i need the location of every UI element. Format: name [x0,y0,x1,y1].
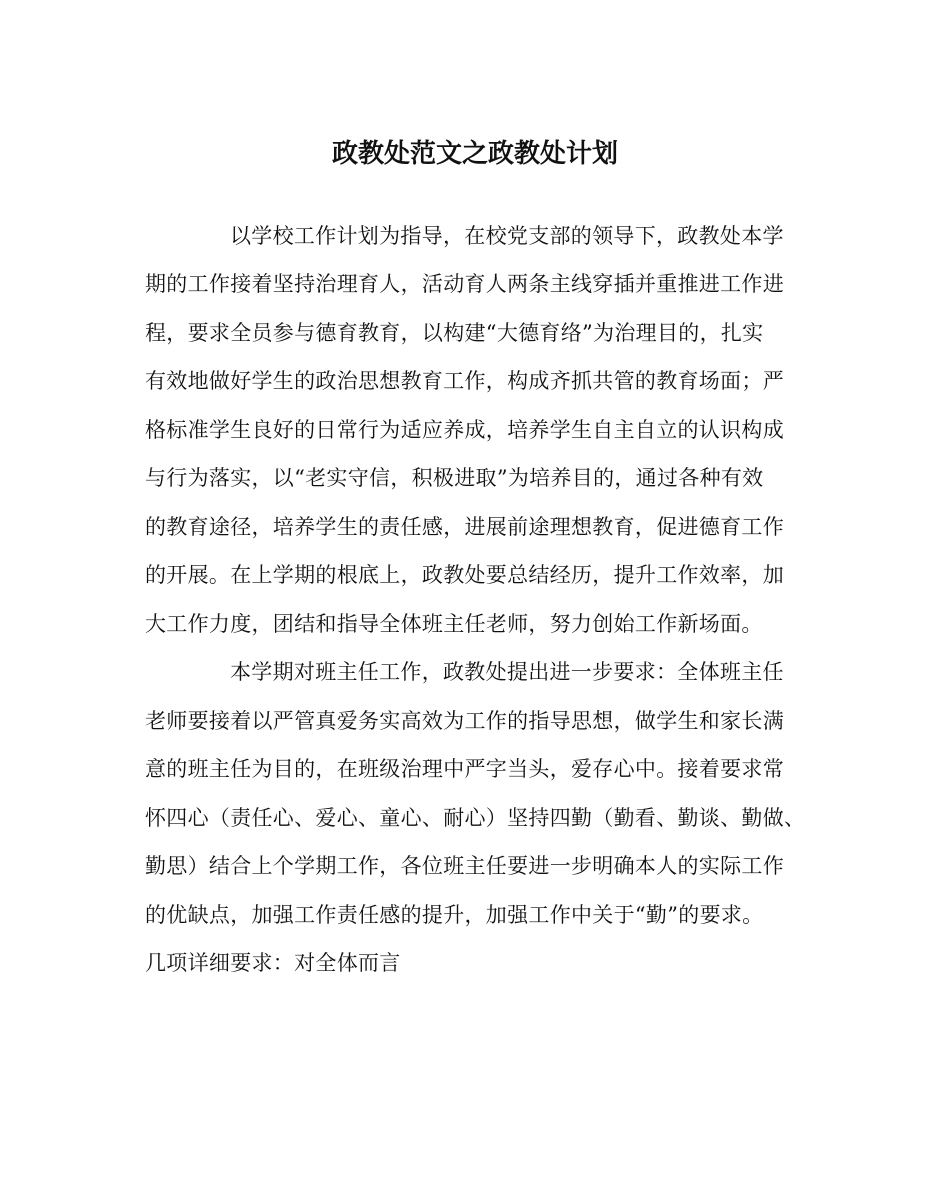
paragraph-1-line: 的开展。在上学期的根底上，政教处要总结经历，提升工作效率，加 [145,563,784,587]
paragraph-1-line: 期的工作接着坚持治理育人，活动育人两条主线穿插并重推进工作进 [145,272,784,296]
paragraph-2-line: 几项详细要求：对全体而言 [145,951,401,975]
paragraph-1-line: 与行为落实，以“老实守信，积极进取”为培养目的，通过各种有效 [145,466,764,490]
paragraph-1-line: 以学校工作计划为指导，在校党支部的领导下，政教处本学 [230,224,784,248]
paragraph-1-line: 的教育途径，培养学生的责任感，进展前途理想教育，促进德育工作 [145,515,784,539]
paragraph-1-line: 有效地做好学生的政治思想教育工作，构成齐抓共管的教育场面；严 [145,369,784,393]
paragraph-2-line: 勤思）结合上个学期工作，各位班主任要进一步明确本人的实际工作 [145,854,784,878]
paragraph-2-line: 怀四心（责任心、爱心、童心、耐心）坚持四勤（勤看、勤谈、勤做、 [145,806,806,830]
paragraph-2-line: 老师要接着以严管真爱务实高效为工作的指导思想，做学生和家长满 [145,709,784,733]
paragraph-1-line: 大工作力度，团结和指导全体班主任老师，努力创始工作新场面。 [145,612,763,636]
document-title: 政教处范文之政教处计划 [331,139,618,169]
paragraph-1-line: 格标准学生良好的日常行为适应养成，培养学生自主自立的认识构成 [145,418,784,442]
paragraph-2-line: 本学期对班主任工作，政教处提出进一步要求：全体班主任 [230,660,784,684]
paragraph-2-line: 的优缺点，加强工作责任感的提升，加强工作中关于“勤”的要求。 [145,903,764,927]
paragraph-2-line: 意的班主任为目的，在班级治理中严字当头，爱存心中。接着要求常 [145,757,784,781]
paragraph-1-line: 程，要求全员参与德育教育，以构建“大德育络”为治理目的，扎实 [145,321,764,345]
